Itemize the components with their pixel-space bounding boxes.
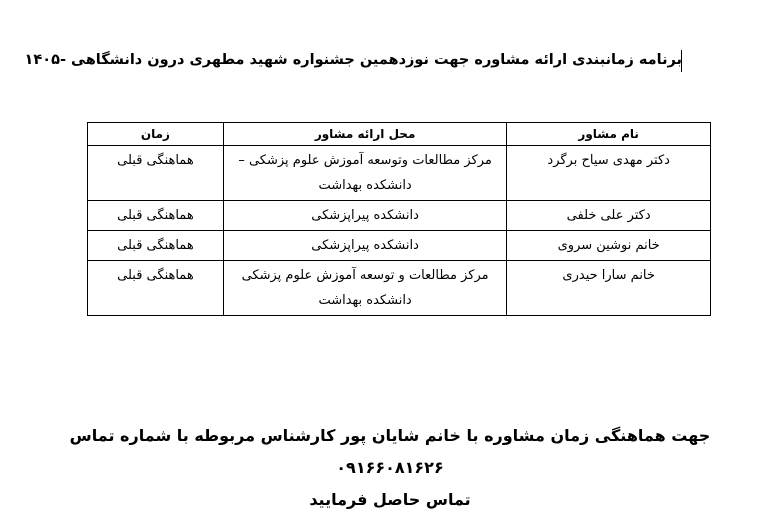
table-row	[88, 231, 711, 261]
header-consultant-name: نام مشاور	[507, 123, 711, 146]
cell-time: هماهنگی قبلی	[88, 201, 224, 231]
cell-time: هماهنگی قبلی	[88, 231, 224, 261]
table-row	[88, 261, 711, 316]
header-consultation-place: محل ارائه مشاور	[223, 123, 507, 146]
contact-note-line-2: تماس حاصل فرمایید	[309, 490, 471, 509]
cell-consultation-place: مرکز مطالعات وتوسعه آموزش علوم پزشکی – دانشکده بهداشت	[223, 146, 507, 201]
table-header-row	[88, 123, 711, 146]
cell-consultant-name: خانم نوشین سروی	[507, 231, 711, 261]
cell-consultation-place: دانشکده پیراپزشکی	[223, 231, 507, 261]
cell-consultant-name: خانم سارا حیدری	[507, 261, 711, 316]
cell-consultation-place: مرکز مطالعات و توسعه آموزش علوم پزشکی دانشکده بهداشت	[223, 261, 507, 316]
document-title: برنامه زمانبندی ارائه مشاوره جهت نوزدهمین جشنواره شهید مطهری درون دانشگاهی -۱۴۰۵	[24, 52, 682, 68]
cell-time: هماهنگی قبلی	[88, 261, 224, 316]
cell-time: هماهنگی قبلی	[88, 146, 224, 201]
table-row	[88, 201, 711, 231]
contact-note-line-1: جهت هماهنگی زمان مشاوره با خانم شایان پور کارشناس مربوطه با شماره تماس ۰۹۱۶۶۰۸۱۶۲۶	[69, 426, 711, 477]
cell-consultant-name: دکتر علی خلفی	[507, 201, 711, 231]
consultant-schedule-table	[87, 122, 711, 316]
cell-consultant-name: دکتر مهدی سیاح برگرد	[507, 146, 711, 201]
header-time: زمان	[88, 123, 224, 146]
cell-consultation-place: دانشکده پیراپزشکی	[223, 201, 507, 231]
contact-note	[60, 420, 720, 516]
table-row	[88, 146, 711, 201]
